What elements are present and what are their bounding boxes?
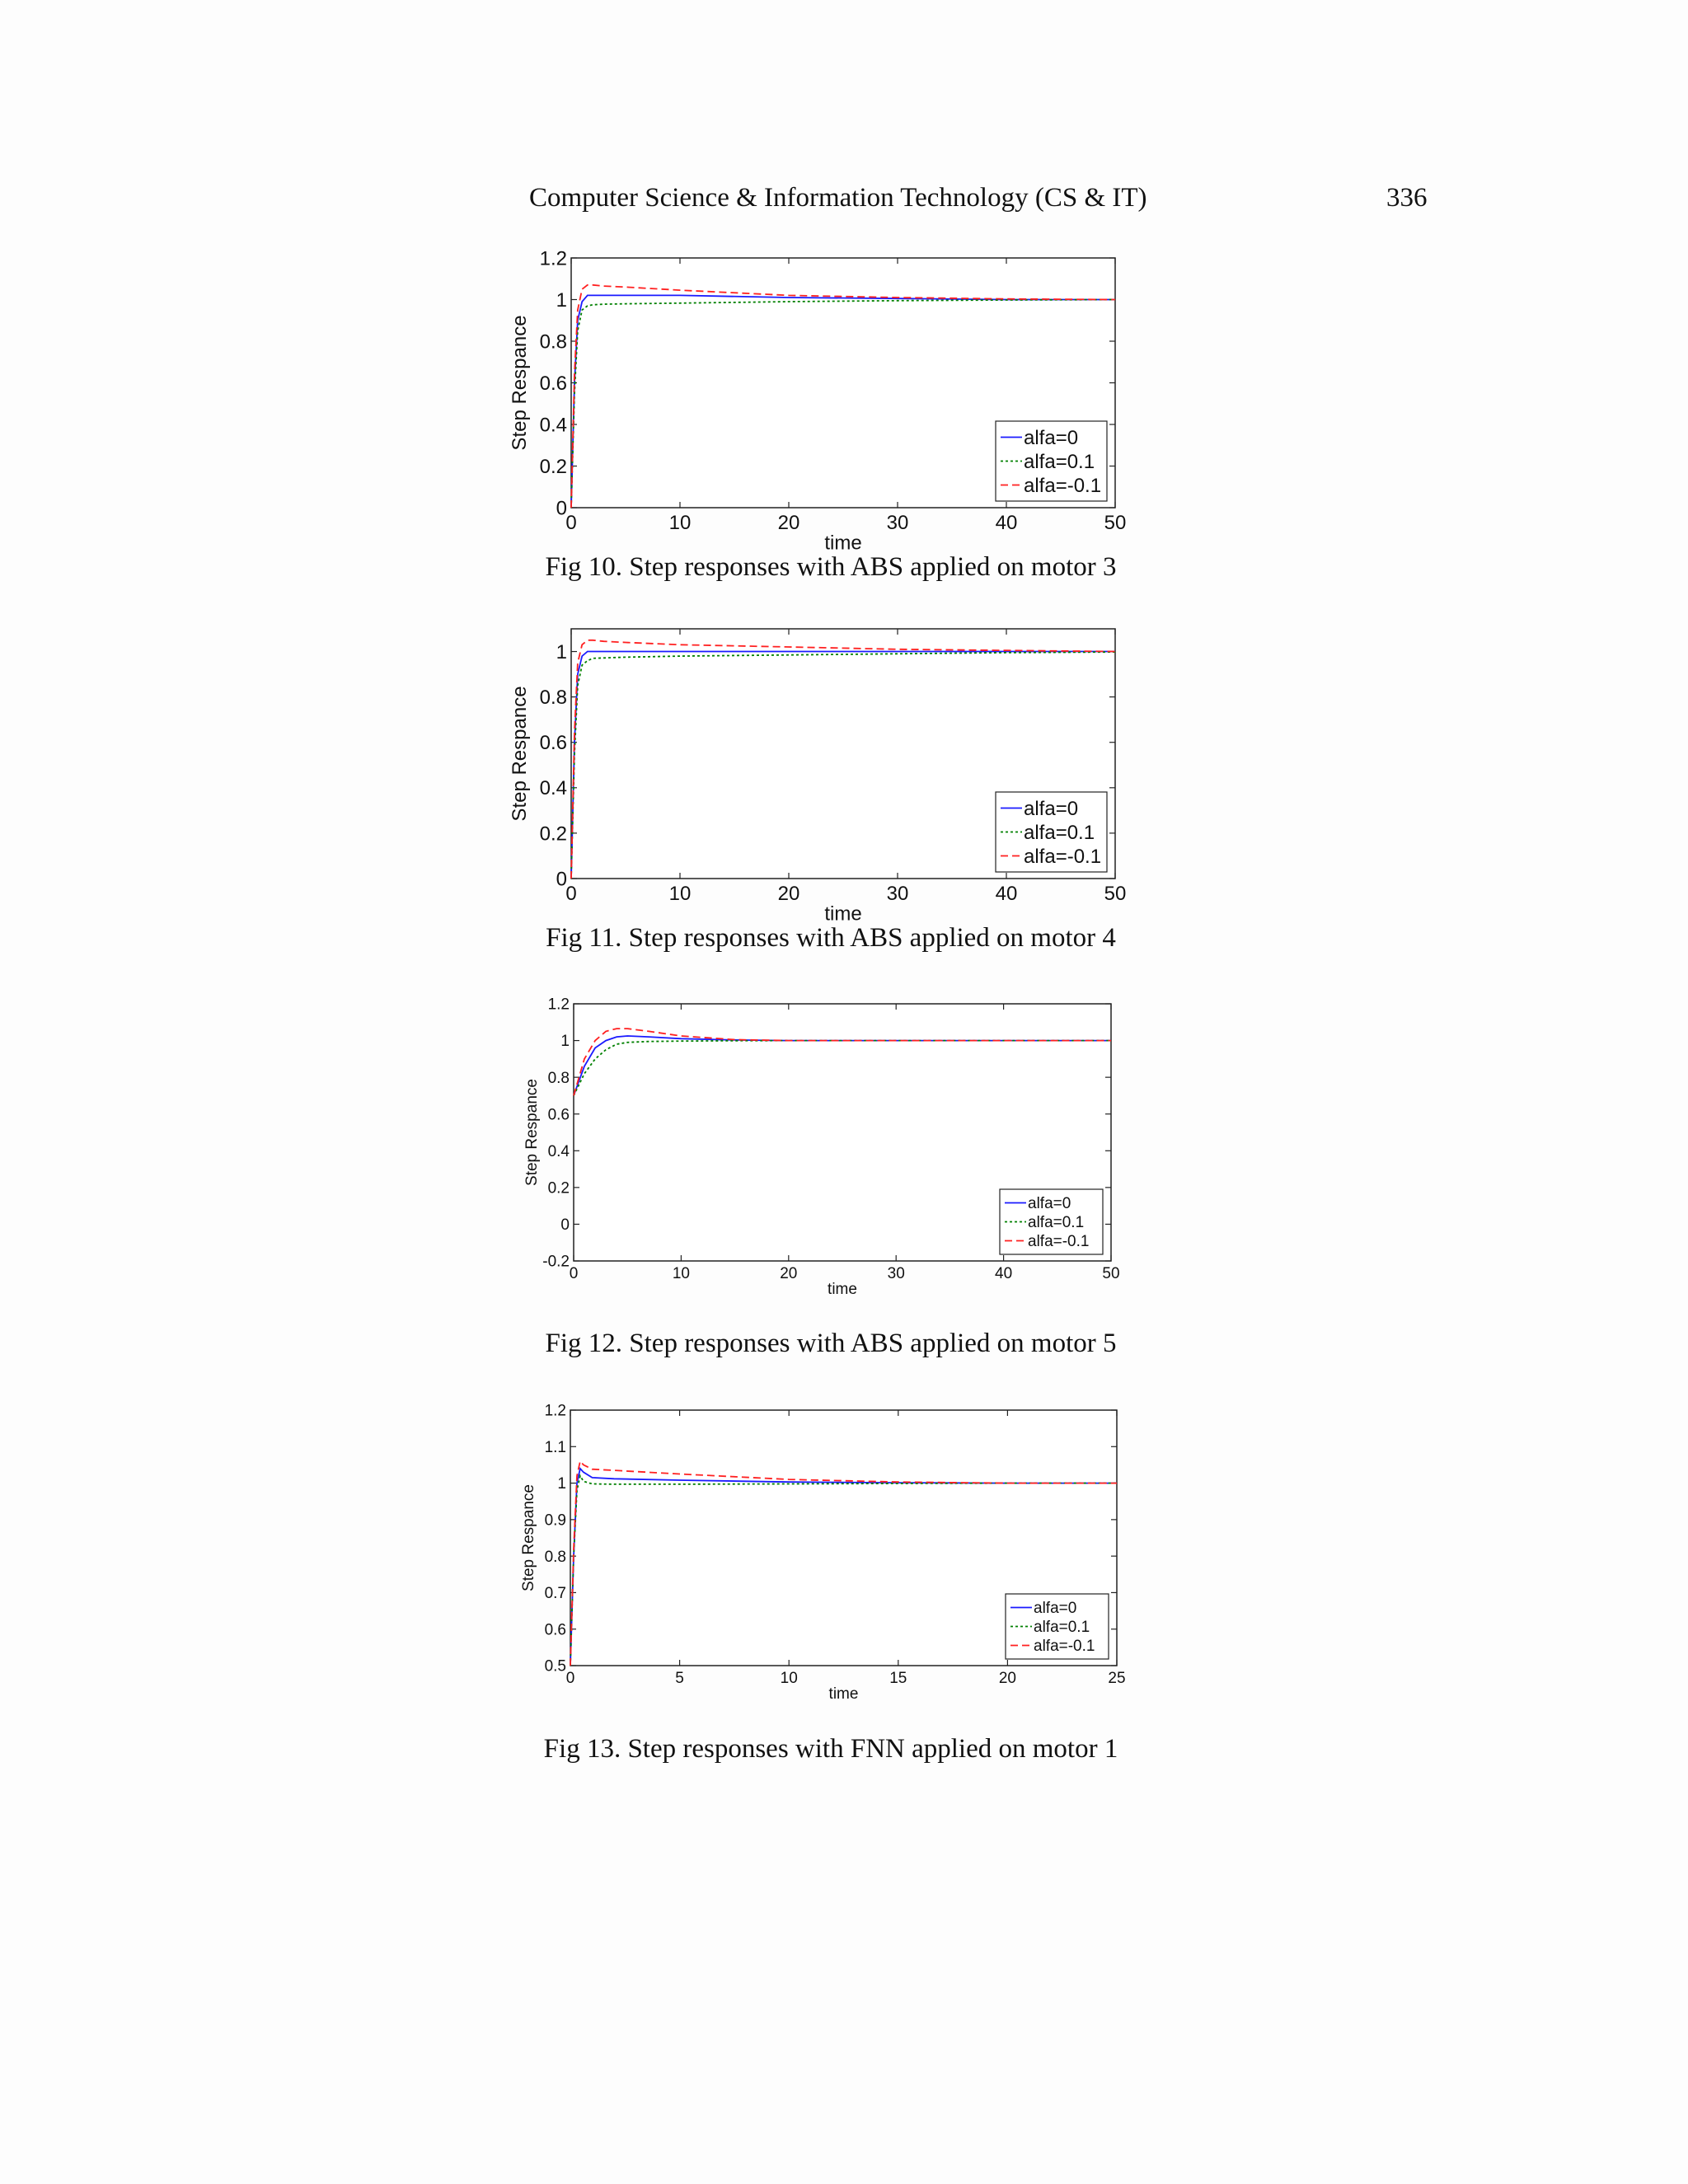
y-tick-label: 1 bbox=[560, 1033, 570, 1051]
x-tick-label: 20 bbox=[777, 512, 800, 534]
y-tick-label: 0 bbox=[560, 1216, 570, 1235]
y-tick-label: 0.6 bbox=[547, 1106, 570, 1124]
x-tick-label: 10 bbox=[780, 1670, 798, 1687]
legend-label-2: alfa=-0.1 bbox=[1024, 474, 1102, 497]
y-tick-label: 0.2 bbox=[547, 1179, 570, 1197]
legend-label-0: alfa=0 bbox=[1024, 426, 1079, 449]
y-tick-label: 0.6 bbox=[539, 372, 567, 395]
page-number: 336 bbox=[1386, 183, 1428, 213]
y-tick-label: 0.7 bbox=[544, 1585, 566, 1603]
legend-label-2: alfa=-0.1 bbox=[1028, 1233, 1090, 1251]
legend-label-0: alfa=0 bbox=[1034, 1600, 1077, 1618]
x-tick-label: 15 bbox=[889, 1670, 907, 1687]
y-tick-label: 0.8 bbox=[539, 330, 567, 354]
x-tick-label: 30 bbox=[887, 1265, 905, 1282]
y-tick-label: 1.2 bbox=[539, 247, 567, 270]
x-tick-label: 30 bbox=[886, 883, 909, 905]
y-tick-label: 1 bbox=[556, 288, 567, 312]
y-tick-label: 0 bbox=[556, 497, 567, 520]
legend-label-0: alfa=0 bbox=[1028, 1195, 1071, 1213]
x-axis-label: time bbox=[828, 1685, 859, 1703]
x-tick-label: 50 bbox=[1102, 1265, 1120, 1282]
caption-fig12: Fig 12. Step responses with ABS applied on motor 5 bbox=[545, 1329, 1117, 1358]
chart-0 bbox=[509, 247, 1126, 554]
y-tick-label: 1.1 bbox=[544, 1438, 566, 1456]
x-tick-label: 0 bbox=[569, 1265, 579, 1282]
y-axis-label: Step Respance bbox=[523, 1079, 541, 1186]
y-tick-label: 0.9 bbox=[544, 1511, 566, 1530]
x-tick-label: 25 bbox=[1108, 1670, 1126, 1687]
legend bbox=[1000, 1189, 1103, 1254]
legend-label-1: alfa=0.1 bbox=[1024, 450, 1095, 473]
y-tick-label: 1 bbox=[557, 1475, 566, 1493]
x-axis-label: time bbox=[824, 902, 862, 926]
y-axis-label: Step Respance bbox=[509, 686, 531, 822]
y-tick-label: 0.4 bbox=[539, 777, 567, 800]
legend-label-2: alfa=-0.1 bbox=[1024, 845, 1102, 868]
legend-label-1: alfa=0.1 bbox=[1034, 1619, 1090, 1637]
legend-label-2: alfa=-0.1 bbox=[1034, 1638, 1095, 1656]
legend-label-1: alfa=0.1 bbox=[1024, 821, 1095, 844]
y-tick-label: 1.2 bbox=[544, 1402, 566, 1420]
legend bbox=[1006, 1594, 1109, 1659]
x-tick-label: 20 bbox=[777, 883, 800, 905]
chart-3 bbox=[520, 1403, 1126, 1703]
x-tick-label: 30 bbox=[886, 512, 909, 534]
x-tick-label: 20 bbox=[780, 1265, 798, 1282]
y-tick-label: 0.6 bbox=[539, 732, 567, 755]
y-tick-label: 0.8 bbox=[547, 1069, 570, 1087]
legend-label-0: alfa=0 bbox=[1024, 797, 1079, 820]
y-tick-label: 0.6 bbox=[544, 1621, 566, 1639]
caption-fig10: Fig 10. Step responses with ABS applied on motor 3 bbox=[545, 552, 1117, 582]
x-tick-label: 10 bbox=[668, 512, 692, 534]
y-axis-label: Step Respance bbox=[509, 315, 531, 451]
y-tick-label: 0 bbox=[556, 868, 567, 891]
y-tick-label: 0.8 bbox=[544, 1548, 566, 1566]
y-tick-label: 0.4 bbox=[547, 1142, 570, 1160]
y-tick-label: 0.2 bbox=[539, 823, 567, 846]
x-axis-label: time bbox=[828, 1280, 857, 1298]
x-tick-label: 10 bbox=[672, 1265, 690, 1282]
legend bbox=[996, 421, 1107, 501]
x-tick-label: 5 bbox=[675, 1670, 684, 1687]
legend bbox=[996, 792, 1107, 872]
x-tick-label: 40 bbox=[995, 512, 1018, 534]
caption-fig13: Fig 13. Step responses with FNN applied on motor 1 bbox=[543, 1734, 1118, 1764]
y-tick-label: 0.8 bbox=[539, 687, 567, 710]
x-tick-label: 10 bbox=[668, 883, 692, 905]
x-tick-label: 40 bbox=[995, 1265, 1013, 1282]
chart-2 bbox=[523, 996, 1120, 1298]
y-tick-label: 0.5 bbox=[544, 1657, 566, 1675]
running-header: Computer Science & Information Technology (CS & IT) bbox=[529, 183, 1147, 213]
x-tick-label: 50 bbox=[1104, 883, 1127, 905]
y-tick-label: 0.2 bbox=[539, 455, 567, 478]
x-axis-label: time bbox=[824, 532, 862, 555]
y-tick-label: -0.2 bbox=[542, 1253, 570, 1271]
x-tick-label: 50 bbox=[1104, 512, 1127, 534]
x-tick-label: 0 bbox=[565, 512, 577, 534]
caption-fig11: Fig 11. Step responses with ABS applied on motor 4 bbox=[546, 923, 1116, 953]
x-tick-label: 0 bbox=[565, 1670, 575, 1687]
x-tick-label: 40 bbox=[995, 883, 1018, 905]
legend-label-1: alfa=0.1 bbox=[1028, 1214, 1085, 1232]
y-axis-label: Step Respance bbox=[520, 1484, 537, 1591]
y-tick-label: 0.4 bbox=[539, 414, 567, 437]
chart-1 bbox=[509, 629, 1126, 925]
y-tick-label: 1 bbox=[556, 640, 567, 663]
y-tick-label: 1.2 bbox=[547, 996, 570, 1014]
x-tick-label: 0 bbox=[565, 883, 577, 905]
x-tick-label: 20 bbox=[998, 1670, 1016, 1687]
